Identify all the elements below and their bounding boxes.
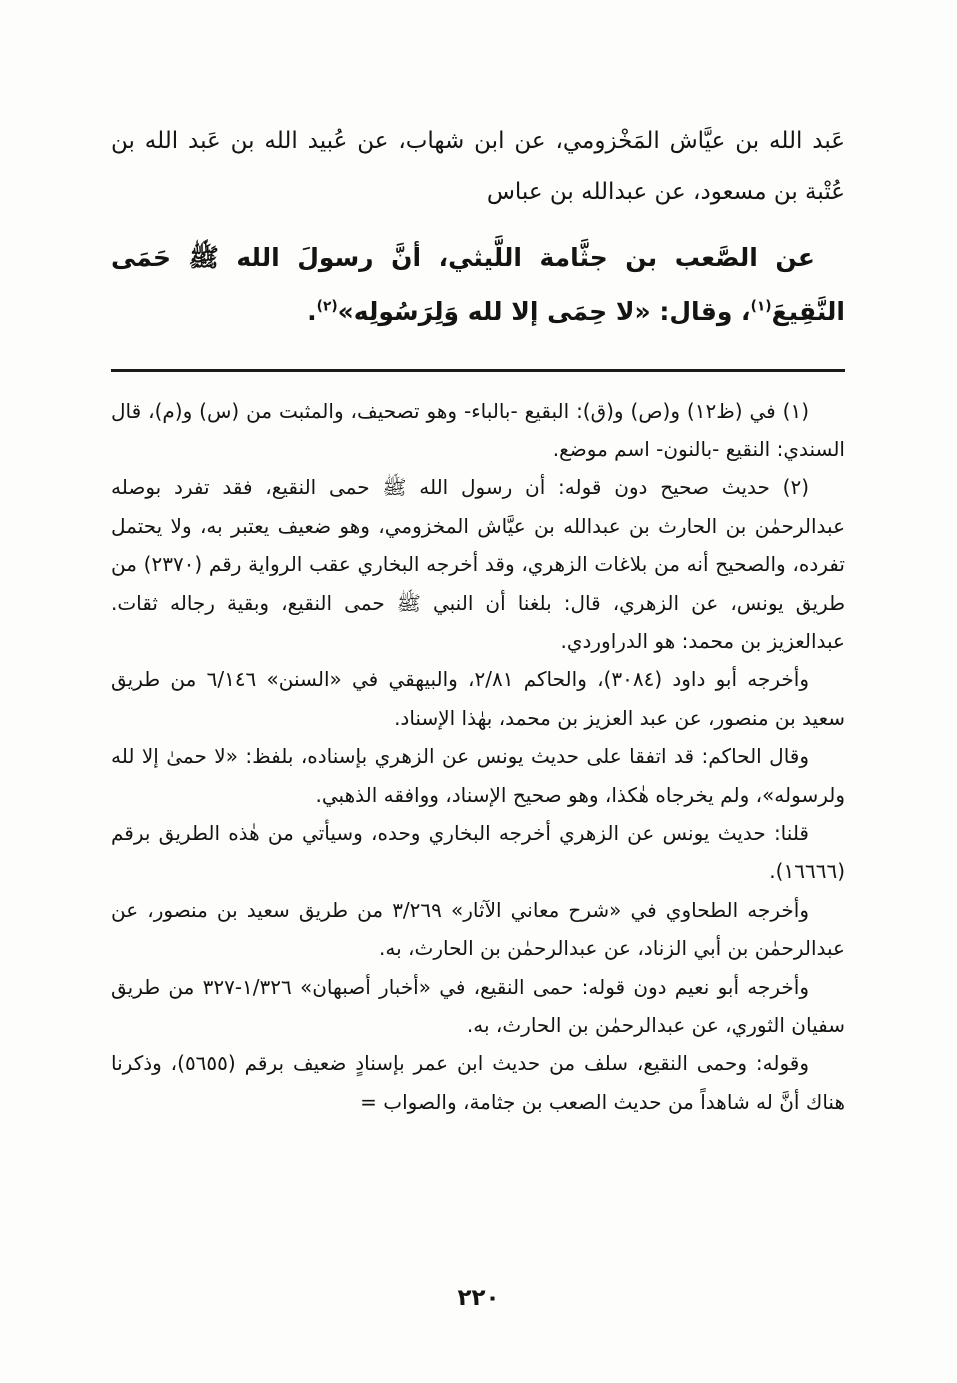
hadith-text-part1: عن الصَّعب بن جثَّامة اللَّيثي، أنَّ رسولَ الله ﷺ حَمَى النَّقِيعَ bbox=[111, 243, 845, 326]
footnote-marker-2: (٢) bbox=[316, 298, 338, 315]
isnad-paragraph: عَبد الله بن عيَّاش المَخْزومي، عن ابن شهاب، عن عُبيد الله بن عَبد الله بن عُتْبة بن مسعود، عن عبدالله بن عباس bbox=[111, 128, 845, 205]
footnote-2-paragraph-7: وقوله: وحمى النقيع، سلف من حديث ابن عمر بإسنادٍ ضعيف برقم (٥٦٥٥)، وذكرنا هناك أنَّ له شاهداً من حديث الصعب بن جثامة، والصواب = bbox=[111, 1051, 845, 1114]
hadith-paragraph bbox=[111, 231, 845, 339]
text-block bbox=[111, 116, 845, 1121]
footnote-2-paragraph-3: وقال الحاكم: قد اتفقا على حديث يونس عن الزهري بإسناده، بلفظ: «لا حمىٰ إلا لله ولرسوله»، ولم يخرجاه هٰكذا، وهو صحيح الإسناد، ووافقه الذهبي. bbox=[111, 744, 845, 807]
hadith-text-part3: . bbox=[307, 296, 317, 326]
footnote-2-paragraph-1: (٢) حديث صحيح دون قوله: أن رسول الله ﷺ حمى النقيع، فقد تفرد بوصله عبدالرحمٰن بن الحارث بن عبدالله بن عيَّاش المخزومي، وهو ضعيف يعتبر به، ولا يحتمل تفرده، والصحيح أنه من بلاغات الزهري، وقد أخرجه البخاري عقب الرواية رقم (٢٣٧٠) من طريق يونس، عن الزهري، قال: بلغنا أن النبي ﷺ حمى النقيع، وبقية رجاله ثقات. عبدالعزيز بن محمد: هو الدراوردي. bbox=[111, 475, 845, 654]
footnote-1: (١) في (ظ١٢) و(ص) و(ق): البقيع -بالباء- وهو تصحيف، والمثبت من (س) و(م)، قال السندي: النقيع -بالنون- اسم موضع. bbox=[111, 398, 845, 462]
footnote-2-paragraph-6: وأخرجه أبو نعيم دون قوله: حمى النقيع، في «أخبار أصبهان» ١/٣٢٦-٣٢٧ من طريق سفيان الثوري، عن عبدالرحمٰن بن الحارث، به. bbox=[111, 974, 845, 1037]
footnote-2-paragraph-2: وأخرجه أبو داود (٣٠٨٤)، والحاكم ٢/٨١، والبيهقي في «السنن» ٦/١٤٦ من طريق سعيد بن منصور، عن عبد العزيز بن محمد، بهٰذا الإسناد. bbox=[111, 667, 845, 730]
footnote-separator-rule bbox=[111, 369, 845, 372]
page-number: ٢٢٠ bbox=[457, 1285, 500, 1311]
footnotes-section bbox=[111, 392, 845, 1121]
footnote-marker-1: (١) bbox=[750, 298, 772, 315]
hadith-text-part2: ، وقال: «لا حِمَى إلا لله وَلِرَسُولِه» bbox=[337, 296, 751, 326]
footnote-2-paragraph-5: وأخرجه الطحاوي في «شرح معاني الآثار» ٣/٢٦٩ من طريق سعيد بن منصور، عن عبدالرحمٰن بن أبي الزناد، عن عبدالرحمٰن بن الحارث، به. bbox=[111, 897, 845, 961]
footnote-2-paragraph-4: قلنا: حديث يونس عن الزهري أخرجه البخاري وحده، وسيأتي من هٰذه الطريق برقم (١٦٦٦٦). bbox=[111, 820, 845, 884]
